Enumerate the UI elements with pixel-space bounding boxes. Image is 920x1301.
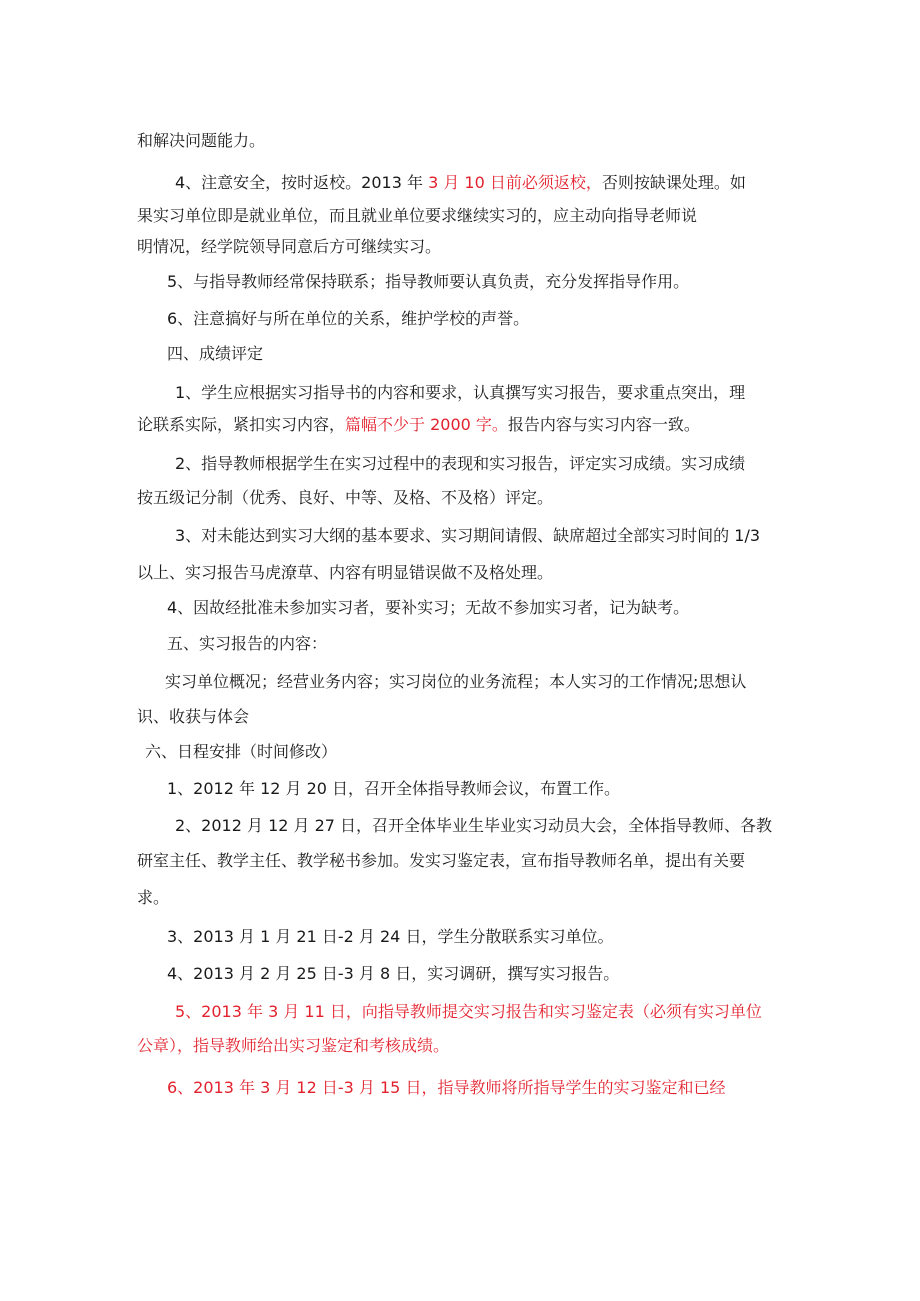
text-line <box>167 1077 725 1099</box>
text-line <box>167 778 620 800</box>
text-line <box>137 887 169 909</box>
text-line <box>137 130 265 152</box>
highlighted-text: 公章），指导教师给出实习鉴定和考核成绩。 <box>137 1036 450 1055</box>
text-line <box>137 487 553 509</box>
text-segment: 4、注意安全，按时返校。2013 年 <box>175 173 429 192</box>
text-segment: 2、指导教师根据学生在实习过程中的表现和实习报告，评定实习成绩。实习成绩 <box>175 454 746 473</box>
highlighted-text: 3 月 10 日前必须返校， <box>428 173 602 192</box>
text-line <box>137 205 697 227</box>
text-line <box>175 382 745 404</box>
highlighted-text: 篇幅不少于 2000 字。 <box>345 415 508 434</box>
highlighted-text: 5、2013 年 3 月 11 日，向指导教师提交实习报告和实习鉴定表（必须有实习单位 <box>175 1002 762 1021</box>
text-segment: 求。 <box>137 888 170 907</box>
text-segment: 4、2013 月 2 月 25 日-3 月 8 日，实习调研，撰写实习报告。 <box>167 964 620 983</box>
text-segment: 1、学生应根据实习指导书的内容和要求，认真撰写实习报告，要求重点突出，理 <box>175 383 746 402</box>
text-segment: 果实习单位即是就业单位，而且就业单位要求继续实习的，应主动向指导老师说 <box>137 206 698 225</box>
section-heading <box>145 741 337 763</box>
text-line <box>175 815 772 837</box>
text-segment: 6、注意搞好与所在单位的关系，维护学校的声誉。 <box>167 309 530 328</box>
text-line <box>167 308 529 330</box>
text-segment: 3、2013 月 1 月 21 日-2 月 24 日，学生分散联系实习单位。 <box>167 927 614 946</box>
text-segment: 以上、实习报告马虎潦草、内容有明显错误做不及格处理。 <box>137 563 554 582</box>
text-line <box>167 926 613 948</box>
text-segment: 六、日程安排（时间修改） <box>145 742 338 761</box>
text-line <box>137 706 249 728</box>
text-line <box>175 172 746 194</box>
text-line <box>175 453 745 475</box>
text-segment: 否则按缺课处理。如 <box>601 173 746 192</box>
text-line <box>167 963 619 985</box>
text-line <box>165 671 746 693</box>
text-segment: 五、实习报告的内容： <box>167 634 328 653</box>
text-segment: 明情况，经学院领导同意后方可继续实习。 <box>137 237 442 256</box>
text-line <box>175 525 760 547</box>
text-line <box>137 1035 449 1057</box>
text-segment: 1、2012 年 12 月 20 日，召开全体指导教师会议，布置工作。 <box>167 779 621 798</box>
text-line <box>175 1001 762 1023</box>
section-heading <box>167 343 263 365</box>
text-segment: 按五级记分制（优秀、良好、中等、及格、不及格）评定。 <box>137 488 554 507</box>
text-segment: 论联系实际，紧扣实习内容， <box>137 415 346 434</box>
text-segment: 和解决问题能力。 <box>137 131 266 150</box>
highlighted-text: 6、2013 年 3 月 12 日-3 月 15 日，指导教师将所指导学生的实习鉴定和已经 <box>167 1078 726 1097</box>
text-segment: 报告内容与实习内容一致。 <box>507 415 700 434</box>
text-segment: 5、与指导教师经常保持联系；指导教师要认真负责，充分发挥指导作用。 <box>167 272 690 291</box>
text-segment: 识、收获与体会 <box>137 707 250 726</box>
text-line <box>137 850 745 872</box>
text-segment: 2、2012 月 12 月 27 日，召开全体毕业生毕业实习动员大会，全体指导教师、各教 <box>175 816 773 835</box>
text-line <box>137 562 553 584</box>
text-segment: 实习单位概况；经营业务内容；实习岗位的业务流程；本人实习的工作情况;思想认 <box>165 672 747 691</box>
text-line <box>167 271 689 293</box>
text-line <box>137 414 700 436</box>
text-segment: 研室主任、教学主任、教学秘书参加。发实习鉴定表，宣布指导教师名单，提出有关要 <box>137 851 746 870</box>
text-line <box>167 597 689 619</box>
text-segment: 四、成绩评定 <box>167 344 264 363</box>
section-heading <box>167 633 327 655</box>
text-segment: 4、因故经批准未参加实习者，要补实习；无故不参加实习者，记为缺考。 <box>167 598 690 617</box>
text-line <box>137 236 441 258</box>
text-segment: 3、对未能达到实习大纲的基本要求、实习期间请假、缺席超过全部实习时间的 1/3 <box>175 526 761 545</box>
